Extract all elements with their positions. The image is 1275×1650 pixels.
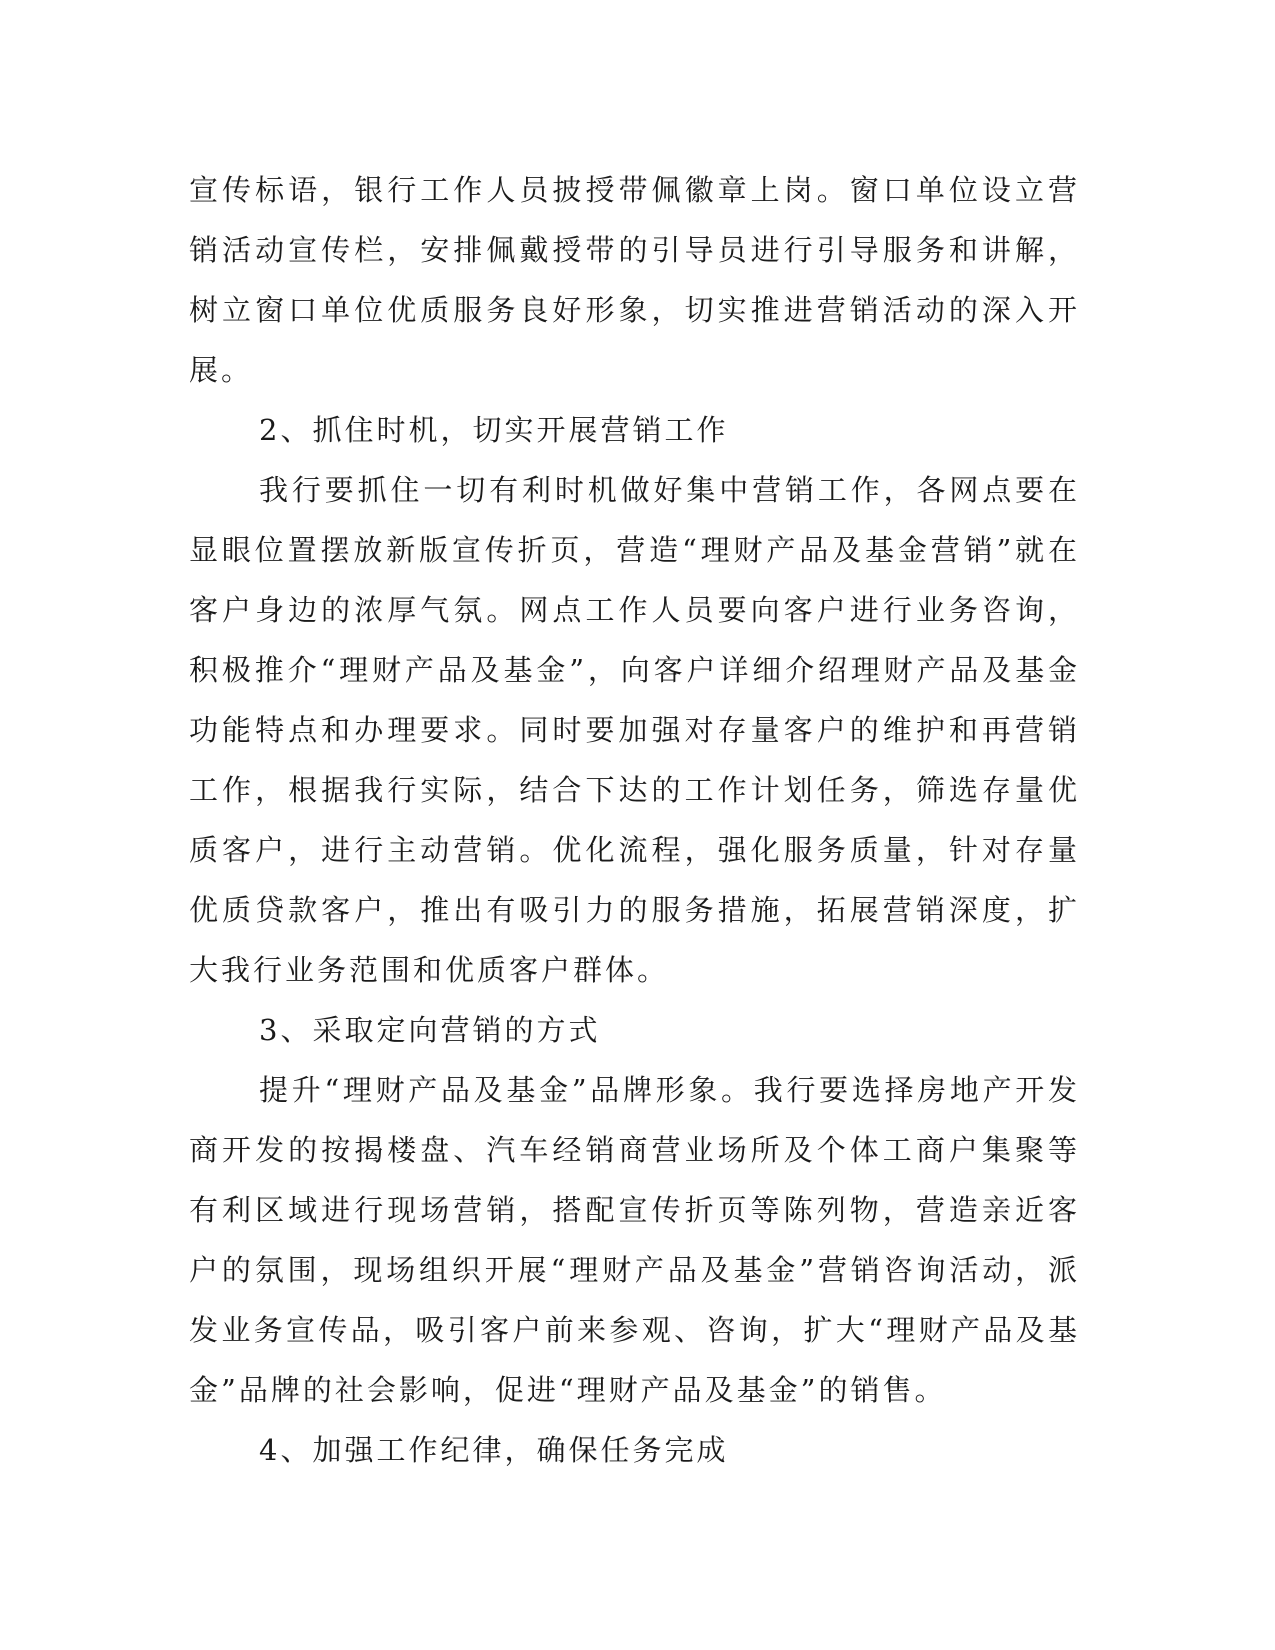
section-heading-3: 3、采取定向营销的方式	[259, 1013, 601, 1047]
paragraph-targeted-marketing: 提升“理财产品及基金”品牌形象。我行要选择房地产开发商开发的按揭楼盘、汽车经销商营业场所及个体工商户集聚等有利区域进行现场营销，搭配宣传折页等陈列物，营造亲近客户的氛围，现场组织开展“理财产品及基金”营销咨询活动，派发业务宣传品，吸引客户前来参观、咨询，扩大“理财产品及基金”品牌的社会影响，促进“理财产品及基金”的销售。	[189, 1073, 1080, 1407]
paragraph-continuation: 宣传标语，银行工作人员披授带佩徽章上岗。窗口单位设立营销活动宣传栏，安排佩戴授带的引导员进行引导服务和讲解，树立窗口单位优质服务良好形象，切实推进营销活动的深入开展。	[189, 173, 1080, 387]
document-body	[189, 160, 1080, 1480]
section-heading-2: 2、抓住时机，切实开展营销工作	[259, 413, 729, 447]
section-heading-4: 4、加强工作纪律，确保任务完成	[259, 1433, 729, 1467]
paragraph-seize-opportunity: 我行要抓住一切有利时机做好集中营销工作，各网点要在显眼位置摆放新版宣传折页，营造“理财产品及基金营销”就在客户身边的浓厚气氛。网点工作人员要向客户进行业务咨询，积极推介“理财产品及基金”，向客户详细介绍理财产品及基金功能特点和办理要求。同时要加强对存量客户的维护和再营销工作，根据我行实际，结合下达的工作计划任务，筛选存量优质客户，进行主动营销。优化流程，强化服务质量，针对存量优质贷款客户，推出有吸引力的服务措施，拓展营销深度，扩大我行业务范围和优质客户群体。	[189, 473, 1080, 987]
